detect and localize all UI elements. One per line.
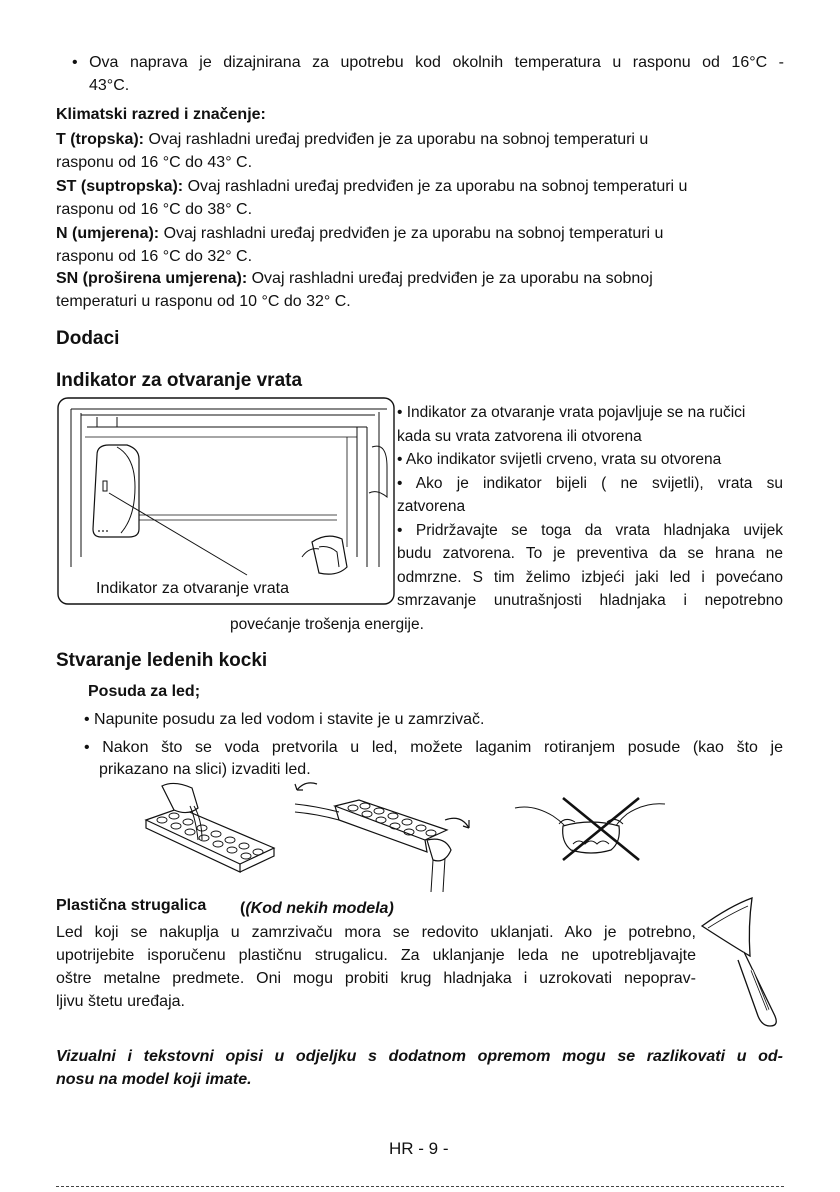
ice-tray-fill-illustration (140, 780, 280, 876)
text-line: • Indikator za otvaranje vrata pojavljuje se na ručici (397, 404, 746, 421)
ice-subheading: Posuda za led; (88, 683, 201, 700)
door-indicator-last-line: povećanje trošenja energije. (230, 616, 424, 633)
scraper-text (56, 921, 696, 1013)
door-indicator-caption: Indikator za otvaranje vrata (96, 580, 289, 597)
ice-heading: Stvaranje ledenih kocki (56, 650, 268, 671)
text-line: • Pridržavajte se toga da vrata hladnjaka uvijek (397, 521, 783, 539)
accessories-heading: Dodaci (56, 328, 120, 349)
door-indicator-text (397, 401, 783, 613)
class-label: T (tropska): (56, 131, 144, 148)
text-line: zatvorena (397, 498, 466, 515)
page-number: HR - 9 - (389, 1139, 449, 1158)
climate-class-st (56, 175, 687, 198)
class-text: Ovaj rashladni uređaj predviđen je za uporabu na sobnoj temperaturi u (159, 225, 664, 242)
ice-tray-wrong-illustration (515, 794, 665, 864)
climate-class-t (56, 128, 648, 151)
class-text: Ovaj rashladni uređaj predviđen je za uporabu na sobnoj temperaturi u (144, 131, 649, 148)
text-line: • Ako indikator svijetli crveno, vrata su otvorena (397, 451, 722, 468)
ice-bullet1: • Napunite posudu za led vodom i stavite je u zamrzivač. (84, 711, 485, 728)
door-indicator-heading: Indikator za otvaranje vrata (56, 370, 303, 391)
intro-bullet-line1: • Ova naprava je dizajnirana za upotrebu kod okolnih temperatura u rasponu od 16°C - (72, 54, 784, 71)
text-line: oštre metalne predmete. Oni mogu probiti krug hladnjaka i uzrokovati nepoprav- (56, 970, 696, 987)
text-line: • Ako je indikator bijeli ( ne svijetli), vrata su (397, 474, 783, 492)
intro-bullet-line2: 43°C. (89, 77, 130, 94)
text-line: ljivu štetu uređaja. (56, 993, 185, 1010)
text-line: smrzavanje unutrašnjosti hladnjaka i nepotrebno (397, 592, 783, 609)
text-line: odmrzne. S tim želimo izbjeći jaki led i povećano (397, 568, 783, 586)
text-line: budu zatvorena. To je preventiva da se hrana ne (397, 545, 783, 562)
disclaimer-line2: nosu na model koji imate. (56, 1071, 252, 1088)
class-label: SN (proširena umjerena): (56, 270, 248, 287)
ice-tray-twist-illustration (295, 780, 475, 892)
text-line: upotrijebite isporučenu plastičnu strugalicu. Za uklanjanje leda ne upotrebljavajte (56, 947, 696, 964)
climate-class-st-line2: rasponu od 16 °C do 38° C. (56, 201, 253, 218)
climate-class-t-line2: rasponu od 16 °C do 43° C. (56, 154, 253, 171)
climate-class-sn (56, 267, 653, 290)
scraper-note: ((Kod nekih modela) (240, 900, 394, 917)
class-label: N (umjerena): (56, 225, 160, 242)
climate-class-n (56, 222, 663, 245)
disclaimer-line1: Vizualni i tekstovni opisi u odjeljku s dodatnom opremom mogu se razlikovati u od- (56, 1048, 783, 1065)
text-line: kada su vrata zatvorena ili otvorena (397, 427, 642, 445)
text-line: Led koji se nakuplja u zamrzivaču mora se redovito uklanjati. Ako je potrebno, (56, 924, 696, 941)
climate-class-sn-line2: temperaturi u rasponu od 10 °C do 32° C. (56, 293, 351, 310)
ice-bullet2-line1: • Nakon što se voda pretvorila u led, možete laganim rotiranjem posude (kao što je (84, 739, 783, 756)
ice-scraper-illustration (700, 896, 790, 1028)
class-text: Ovaj rashladni uređaj predviđen je za uporabu na sobnoj (247, 270, 653, 287)
climate-class-n-line2: rasponu od 16 °C do 32° C. (56, 248, 253, 265)
footer-rule (56, 1186, 784, 1187)
ice-bullet2-line2: prikazano na slici) izvaditi led. (99, 761, 311, 778)
class-text: Ovaj rashladni uređaj predviđen je za uporabu na sobnoj temperaturi u (183, 178, 688, 195)
class-label: ST (suptropska): (56, 178, 184, 195)
fridge-door-illustration (57, 397, 395, 605)
scraper-heading: Plastična strugalica (56, 897, 207, 914)
scraper-note-text: (Kod nekih modela) (245, 900, 394, 917)
climate-heading: Klimatski razred i značenje: (56, 106, 266, 123)
